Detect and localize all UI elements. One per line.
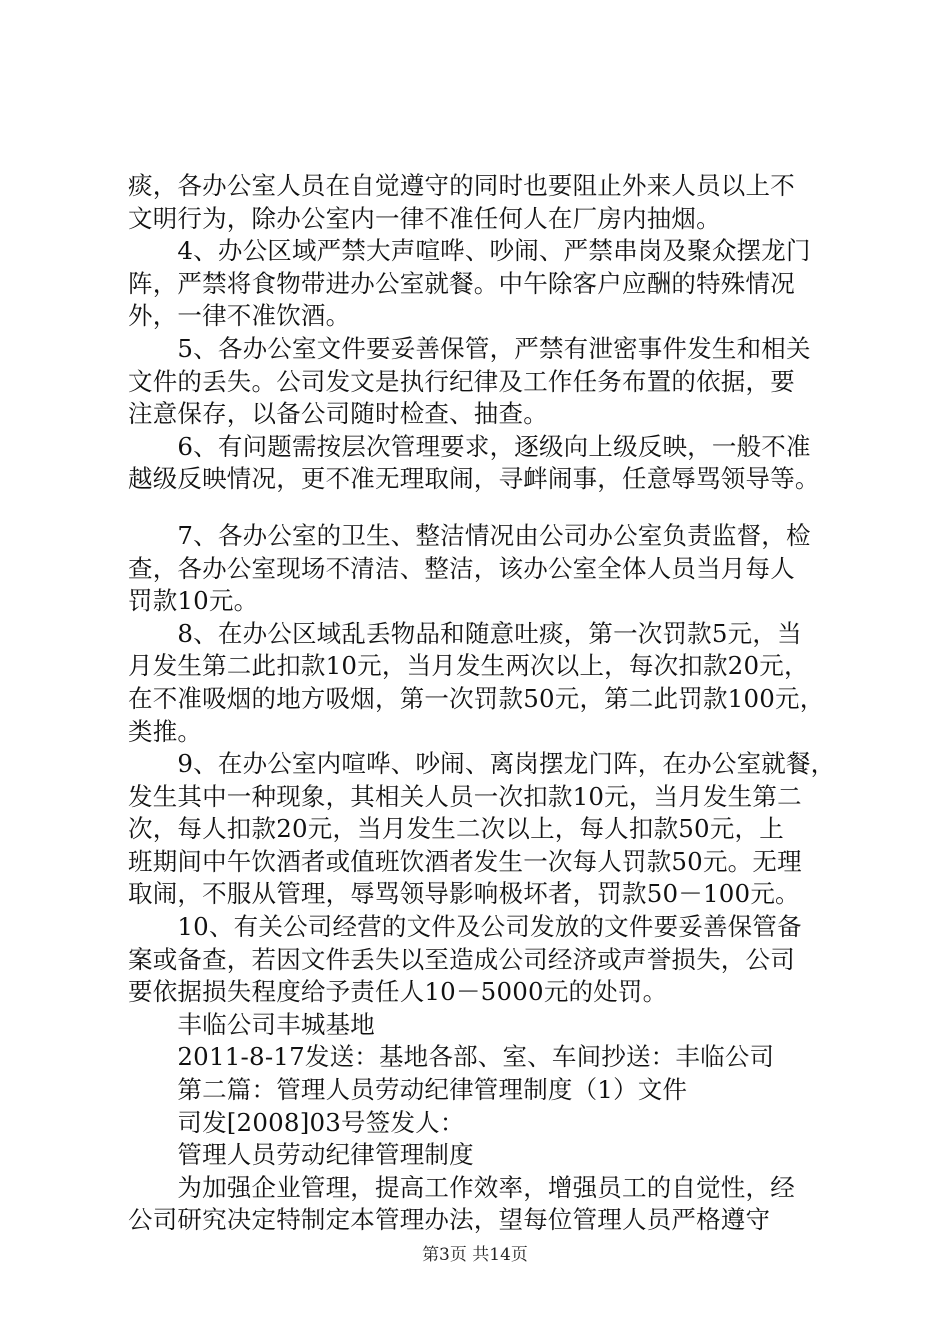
text-line: 罚款10元。 (128, 586, 259, 616)
text-line: 2011-8-17发送：基地各部、室、车间抄送：丰临公司 (128, 1042, 775, 1072)
text-line: 类推。 (128, 716, 203, 746)
text-line: 注意保存，以备公司随时检查、抽查。 (128, 399, 548, 429)
text-line: 9、在办公室内喧哗、吵闹、离岗摆龙门阵，在办公室就餐， (128, 749, 836, 779)
text-line: 次，每人扣款20元，当月发生二次以上，每人扣款50元，上 (128, 814, 784, 844)
text-line: 班期间中午饮酒者或值班饮酒者发生一次每人罚款50元。无理 (128, 846, 802, 876)
text-line: 文件的丢失。公司发文是执行纪律及工作任务布置的依据，要 (128, 366, 795, 396)
text-line: 月发生第二此扣款10元，当月发生两次以上，每次扣款20元， (128, 651, 809, 681)
text-line: 公司研究决定特制定本管理办法，望每位管理人员严格遵守 (128, 1205, 771, 1235)
text-line: 管理人员劳动纪律管理制度 (128, 1140, 474, 1170)
text-line: 取闹，不服从管理，辱骂领导影响极坏者，罚款50－100元。 (128, 879, 800, 909)
text-line: 越级反映情况，更不准无理取闹，寻衅闹事，任意辱骂领导等。 (128, 464, 820, 494)
text-line: 文明行为，除办公室内一律不准任何人在厂房内抽烟。 (128, 203, 721, 233)
text-line: 4、办公区域严禁大声喧哗、吵闹、严禁串岗及聚众摆龙门 (128, 236, 811, 266)
text-line: 阵，严禁将食物带进办公室就餐。中午除客户应酬的特殊情况 (128, 268, 795, 298)
text-line: 8、在办公区域乱丢物品和随意吐痰，第一次罚款5元，当 (128, 618, 802, 648)
page-number-footer: 第3页 共14页 (422, 1245, 528, 1265)
text-line: 案或备查，若因文件丢失以至造成公司经济或声誉损失，公司 (128, 944, 795, 974)
text-line: 痰，各办公室人员在自觉遵守的同时也要阻止外来人员以上不 (128, 171, 795, 200)
text-line: 第二篇：管理人员劳动纪律管理制度（1）文件 (128, 1075, 688, 1105)
text-line: 发生其中一种现象，其相关人员一次扣款10元，当月发生第二 (128, 781, 802, 811)
text-line: 7、各办公室的卫生、整洁情况由公司办公室负责监督，检 (128, 520, 811, 550)
text-line: 为加强企业管理，提高工作效率，增强员工的自觉性，经 (128, 1172, 795, 1202)
document-body (128, 170, 853, 1237)
text-line: 丰临公司丰城基地 (128, 1009, 375, 1039)
paragraph-gap (128, 496, 853, 520)
text-line: 外，一律不准饮酒。 (128, 301, 351, 331)
text-line: 要依据损失程度给予责任人10－5000元的处罚。 (128, 977, 668, 1007)
text-line: 查，各办公室现场不清洁、整洁，该办公室全体人员当月每人 (128, 553, 795, 583)
text-line: 6、有问题需按层次管理要求，逐级向上级反映，一般不准 (128, 431, 811, 461)
text-line: 10、有关公司经营的文件及公司发放的文件要妥善保管备 (128, 912, 802, 942)
text-line: 司发[2008]03号签发人： (128, 1107, 465, 1137)
text-line: 5、各办公室文件要妥善保管，严禁有泄密事件发生和相关 (128, 333, 811, 363)
text-line: 在不准吸烟的地方吸烟，第一次罚款50元，第二此罚款100元， (128, 683, 825, 713)
